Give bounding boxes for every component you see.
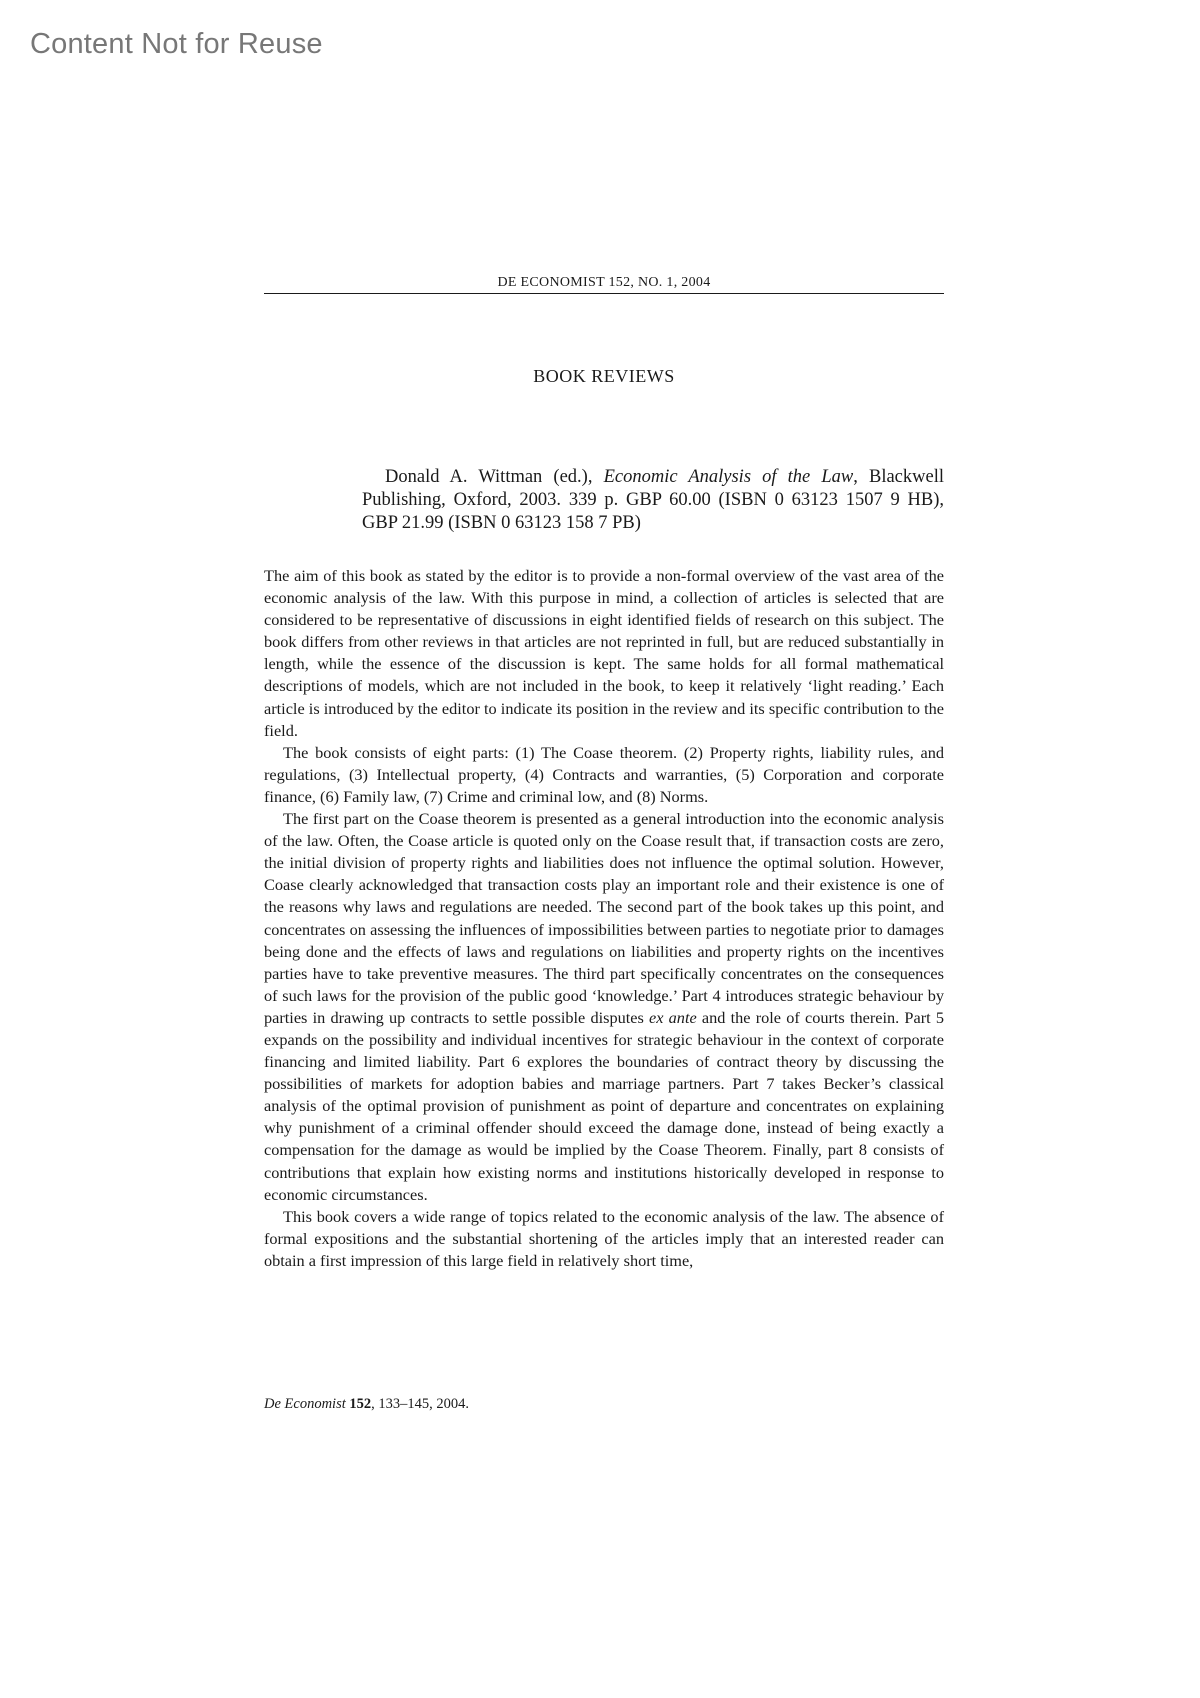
review-body — [264, 565, 944, 1272]
running-head: DE ECONOMIST 152, NO. 1, 2004 — [264, 275, 944, 294]
footer-pages: , 133–145, 2004. — [371, 1396, 469, 1412]
citation-author: Donald A. Wittman (ed.), — [385, 467, 604, 487]
paragraph-4: This book covers a wide range of topics related to the economic analysis of the law. The absence of formal expositions and the substantial shortening of the articles imply that an interested reader can obtain a first impression of this large field in relatively short time, — [264, 1206, 944, 1270]
paragraph-2: The book consists of eight parts: (1) The Coase theorem. (2) Property rights, liability rules, and regulations, (3) Intellectual property, (4) Contracts and warranties, (5) Corporation and corporate finance, (6) Family law, (7) Crime and criminal low, and (8) Norms. — [264, 742, 944, 806]
citation-details: , Blackwell Publishing, Oxford, 2003. 339 p. GBP 60.00 (ISBN 0 63123 1507 9 HB), GBP 21.99 (ISBN 0 63123 158 7 PB) — [362, 467, 944, 533]
watermark: Content Not for Reuse — [30, 28, 323, 60]
section-title: BOOK REVIEWS — [533, 366, 675, 386]
paragraph-3 — [264, 808, 944, 1206]
paragraph-3-italic: ex ante — [649, 1007, 697, 1027]
paragraph-3-part-b: and the role of courts therein. Part 5 expands on the possibility and individual incentives for strategic behaviour in the context of corporate financing and limited liability. Part 6 explores the boundaries of contract theory by discussing the possibilities of markets for adoption babies and marriage partners. Part 7 takes Becker’s classical analysis of the optimal provision of punishment as point of departure and concentrates on explaining why punishment of a criminal offender should exceed the damage done, instead of being exactly a compensation for the damage as would be implied by the Coase Theorem. Finally, part 8 consists of contributions that explain how existing norms and institutions historically developed in response to economic circumstances. — [264, 1007, 944, 1204]
citation-title: Economic Analysis of the Law — [603, 467, 854, 487]
book-citation — [362, 466, 944, 535]
paragraph-1: The aim of this book as stated by the editor is to provide a non-formal overview of the vast area of the economic analysis of the law. With this purpose in mind, a collection of articles is selected that are considered to be representative of discussions in eight identified fields of research on this subject. The book differs from other reviews in that articles are not reprinted in full, but are reduced substantially in length, while the essence of the discussion is kept. The same holds for all formal mathematical descriptions of models, which are not included in the book, to keep it relatively ‘light reading.’ Each article is introduced by the editor to indicate its position in the review and its specific contribution to the field. — [264, 566, 944, 740]
footer-volume: 152 — [349, 1396, 372, 1412]
paragraph-3-part-a: The first part on the Coase theorem is presented as a general introduction into the economic analysis of the law. Often, the Coase article is quoted only on the Coase result that, if transaction costs are zero, the initial division of property rights and liabilities does not influence the optimal solution. However, Coase clearly acknowledged that transaction costs play an important role and their existence is one of the reasons why laws and regulations are needed. The second part of the book takes up this point, and concentrates on assessing the influences of impossibilities between parties to negotiate prior to damages being done and the effects of laws and regulations on liabilities and property rights on the incentives parties have to take preventive measures. The third part specifically concentrates on the consequences of such laws for the provision of the public good ‘knowledge.’ Part 4 introduces strategic behaviour by parties in drawing up contracts to settle possible disputes — [264, 809, 944, 1027]
page-content — [264, 275, 944, 1272]
footer-journal: De Economist — [264, 1396, 346, 1412]
footer-citation — [264, 1396, 469, 1413]
